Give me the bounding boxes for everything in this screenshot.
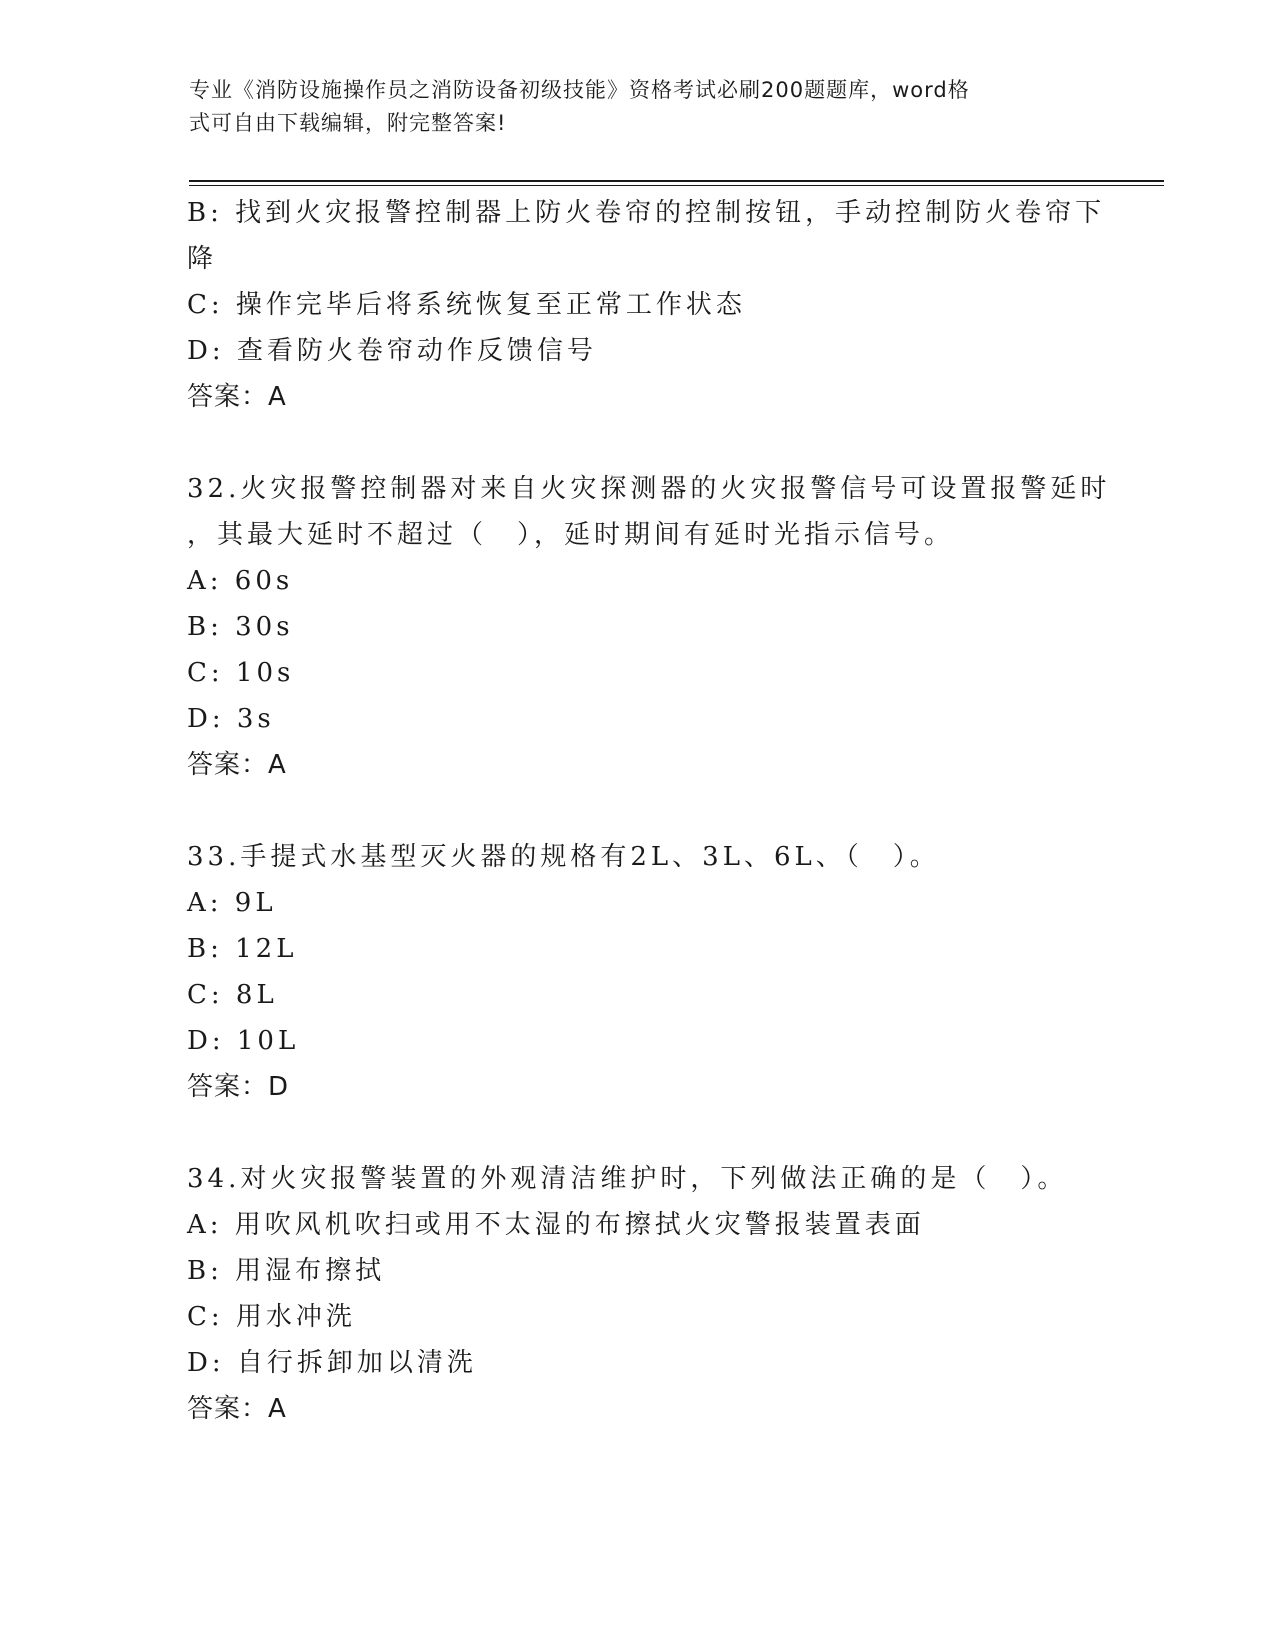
- question-34: [187, 1156, 1087, 1432]
- option-c: C: 10s: [187, 658, 295, 688]
- option-d: D: 10L: [187, 1026, 300, 1056]
- question-stem: 32.火灾报警控制器对来自火灾探测器的火灾报警信号可设置报警延时: [187, 474, 1111, 504]
- question-31-continuation: [187, 190, 1106, 420]
- question-spacer: [187, 1110, 1087, 1156]
- question-32: [187, 466, 1111, 788]
- question-spacer: [187, 420, 1087, 466]
- option-b: B: 30s: [187, 612, 294, 642]
- header-divider-thick: [189, 180, 1164, 182]
- option-c: C: 用水冲洗: [187, 1302, 356, 1332]
- option-a: A: 9L: [187, 888, 277, 918]
- question-content: [187, 190, 1111, 1432]
- question-stem-wrap: ，其最大延时不超过（ ），延时期间有延时光指示信号。: [187, 520, 955, 550]
- option-b: B: 找到火灾报警控制器上防火卷帘的控制按钮，手动控制防火卷帘下: [187, 198, 1106, 228]
- option-b-wrap: 降: [187, 244, 218, 274]
- option-d: D: 自行拆卸加以清洗: [187, 1348, 477, 1378]
- option-c: C: 操作完毕后将系统恢复至正常工作状态: [187, 290, 746, 320]
- document-header: [189, 74, 1089, 140]
- answer-label: 答案：A: [187, 750, 287, 780]
- option-d: D: 3s: [187, 704, 275, 734]
- question-stem: 33.手提式水基型灭火器的规格有2L、3L、6L、（ ）。: [187, 842, 940, 872]
- answer-label: 答案：D: [187, 1072, 290, 1102]
- answer-label: 答案：A: [187, 382, 287, 412]
- question-stem: 34.对火灾报警装置的外观清洁维护时，下列做法正确的是（ ）。: [187, 1164, 1068, 1194]
- option-b: B: 用湿布擦拭: [187, 1256, 386, 1286]
- question-33: [187, 834, 1087, 1110]
- answer-label: 答案：A: [187, 1394, 287, 1424]
- option-c: C: 8L: [187, 980, 278, 1010]
- header-divider-thin: [189, 185, 1164, 186]
- question-spacer: [187, 788, 1087, 834]
- header-line-1: 专业《消防设施操作员之消防设备初级技能》资格考试必刷200题题库，word格: [189, 78, 970, 102]
- option-a: A: 用吹风机吹扫或用不太湿的布擦拭火灾警报装置表面: [187, 1210, 925, 1240]
- header-line-2: 式可自由下载编辑，附完整答案!: [189, 111, 507, 135]
- option-d: D: 查看防火卷帘动作反馈信号: [187, 336, 597, 366]
- option-a: A: 60s: [187, 566, 294, 596]
- option-b: B: 12L: [187, 934, 298, 964]
